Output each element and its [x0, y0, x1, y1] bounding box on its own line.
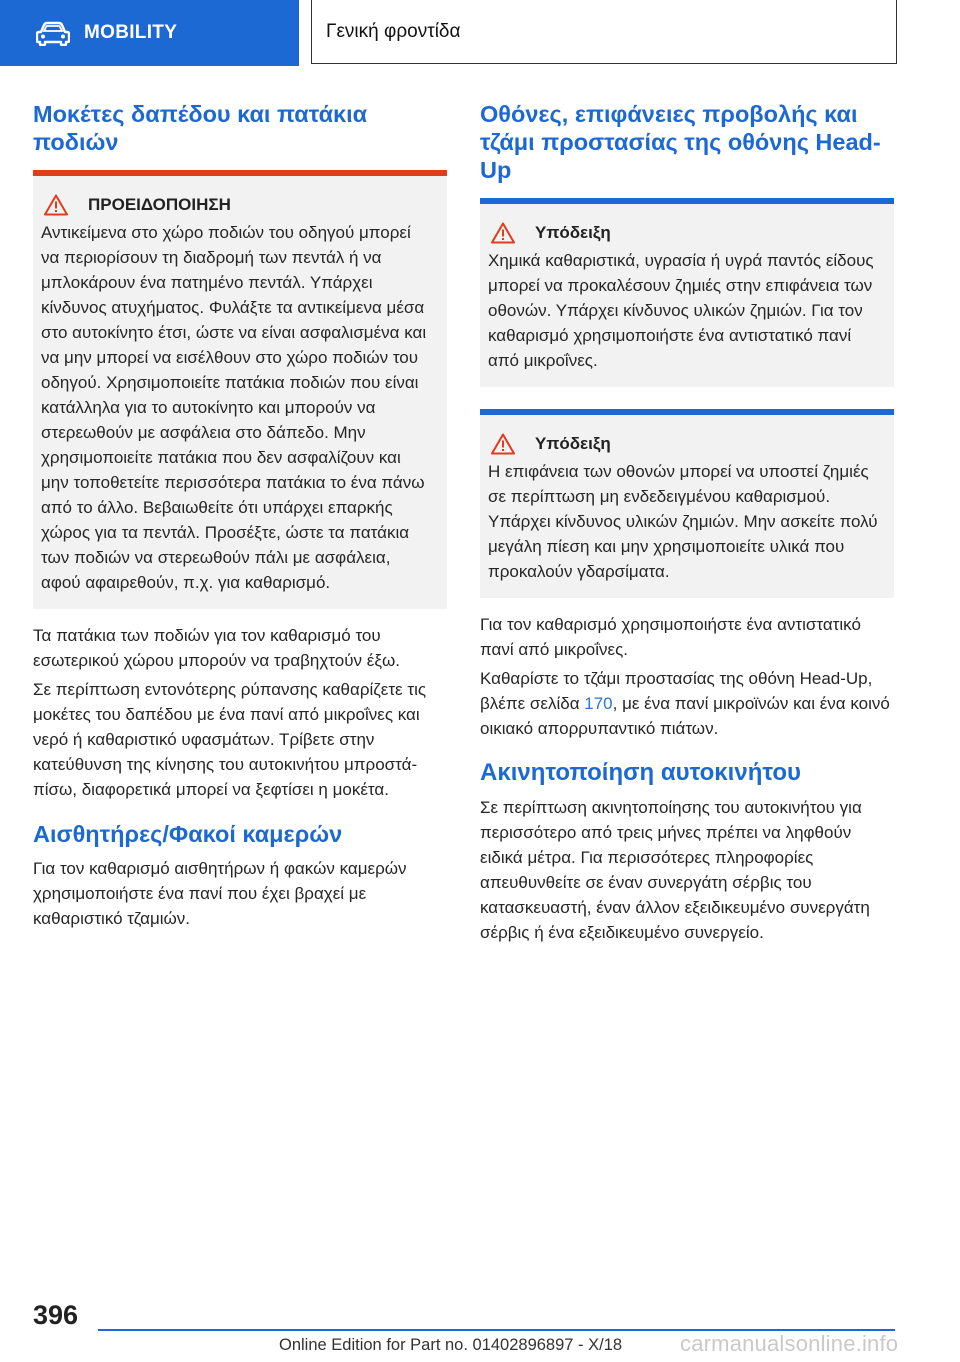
heading-displays: Οθόνες, επιφάνειες προβολής και τζάμι προστασίας της οθόνης Head-Up — [480, 101, 881, 183]
left-column — [33, 100, 447, 935]
car-icon — [36, 20, 70, 46]
warning-triangle-icon — [44, 194, 68, 216]
footer-edition: Online Edition for Part no. 01402896897 - X/18 — [279, 1336, 623, 1354]
warning-title-row — [41, 194, 431, 216]
right-column — [480, 100, 894, 949]
heading-storage: Ακινητοποίηση αυτοκινήτου — [480, 759, 802, 786]
page-link-170[interactable]: 170 — [584, 694, 613, 713]
hud-text-after: , με ένα πανί μικροϊνών και ένα κοινό οικιακό απορρυπαντικό πιάτων. — [480, 694, 890, 738]
paragraph-storage: Σε περίπτωση ακινητοποίησης του αυτοκινήτου για περισσότερο από τρεις μήνες πρέπει να ληφθούν ειδικά μέτρα. Για περισσότερες πληροφορίες απευθυνθείτε σε έναν συνεργάτη σέρβις του κατασκευαστή, έναν άλλον εξειδικευμένο συνεργάτη σέρβις ή ένα εξειδικευμένο συνεργείο. — [480, 798, 870, 942]
warning-triangle-icon — [491, 222, 515, 244]
warning-text: Αντικείμενα στο χώρο ποδιών του οδηγού μπορεί να περιορίσουν τη διαδρομή των πεντάλ ή να μπλοκάρουν ένα πατημένο πεντάλ. Υπάρχει κίνδυνος ατυχήματος. Φυλάξτε τα αντικείμενα μέσα στο αυτοκίνητο έτσι, ώστε να είναι ασφαλισμένα και να μην μπορεί να εισέλθουν στο χώρο ποδιών του οδηγού. Χρησιμοποιείτε πατάκια ποδιών που είναι κατάλληλα για το αυτοκίνητο και μπορούν να στερεωθούν με ασφάλεια στο δάπεδο. Μην χρησιμοποιείτε πατάκια που δεν ασφαλίζουν και μην τοποθετείτε περισσότερα πατάκια το ένα πάνω από το άλλο. Βεβαιωθείτε ότι υπάρχει επαρκής χώρος για τα πεντάλ. Προσέξτε, ώστε τα πατάκια των ποδιών να στερεωθούν πάλι με ασφάλεια, αφού αφαιρεθούν, π.χ. για καθαρισμό. — [41, 223, 427, 592]
note-title: Υπόδειξη — [535, 434, 611, 453]
warning-title: ΠΡΟΕΙΔΟΠΟΙΗΣΗ — [88, 195, 231, 214]
heading-sensors: Αισθητήρες/Φακοί καμερών — [33, 821, 343, 847]
note-title-row — [488, 222, 878, 244]
note-text: Η επιφάνεια των οθονών μπορεί να υποστεί ζημιές σε περίπτωση μη ενδεδειγμένου καθαρισμού. Υπάρχει κίνδυνος υλικών ζημιών. Μην ασκείτε πολύ μεγάλη πίεση και μην χρησιμοποιείτε υλικά που προκαλούν γδαρσίματα. — [488, 462, 878, 581]
mobility-tab-label: MOBILITY — [84, 22, 178, 43]
note-box-2 — [480, 409, 894, 598]
paragraph-hud-cleaning — [480, 666, 894, 741]
section-title-box — [311, 0, 897, 64]
paragraph-mats-cleaning: Σε περίπτωση εντονότερης ρύπανσης καθαρίζετε τις μοκέτες του δαπέδου με ένα πανί από μικροΐνες και νερό ή καθαριστικό υφασμάτων. Τρίβετε στην κατεύθυνση της κίνησης του αυτοκινήτου μπροστά-πίσω, διαφορετικά μπορεί να ξεφτίσει η μοκέτα. — [33, 680, 427, 799]
page-header — [0, 0, 960, 66]
section-title: Γενική φροντίδα — [326, 20, 461, 42]
hud-text-before: Καθαρίστε το τζάμι προστασίας της οθόνη Head-Up, βλέπε σελίδα — [480, 669, 873, 713]
note-title-row — [488, 433, 878, 455]
warning-box — [33, 170, 447, 609]
page-number: 396 — [33, 1300, 79, 1330]
paragraph-sensors: Για τον καθαρισμό αισθητήρων ή φακών καμερών χρησιμοποιήστε ένα πανί που έχει βραχεί με καθαριστικό τζαμιών. — [33, 859, 407, 928]
warning-triangle-icon — [491, 433, 515, 455]
mobility-tab[interactable] — [0, 0, 299, 66]
paragraph-display-cleaning: Για τον καθαρισμό χρησιμοποιήστε ένα αντιστατικό πανί από μικροΐνες. — [480, 615, 861, 659]
note-title: Υπόδειξη — [535, 223, 611, 242]
heading-floor-mats: Μοκέτες δαπέδου και πατάκια ποδιών — [33, 101, 368, 155]
note-text: Χημικά καθαριστικά, υγρασία ή υγρά παντός είδους μπορεί να προκαλέσουν ζημιές στην επιφάνεια των οθονών. Υπάρχει κίνδυνος υλικών ζημιών. Για τον καθαρισμό χρησιμοποιήστε ένα αντιστατικό πανί από μικροΐνες. — [488, 251, 874, 370]
paragraph-mats-removal: Τα πατάκια των ποδιών για τον καθαρισμό του εσωτερικού χώρου μπορούν να τραβηχτούν έξω. — [33, 626, 400, 670]
footer-watermark: carmanualsonline.info — [680, 1331, 899, 1356]
note-box-1 — [480, 198, 894, 387]
